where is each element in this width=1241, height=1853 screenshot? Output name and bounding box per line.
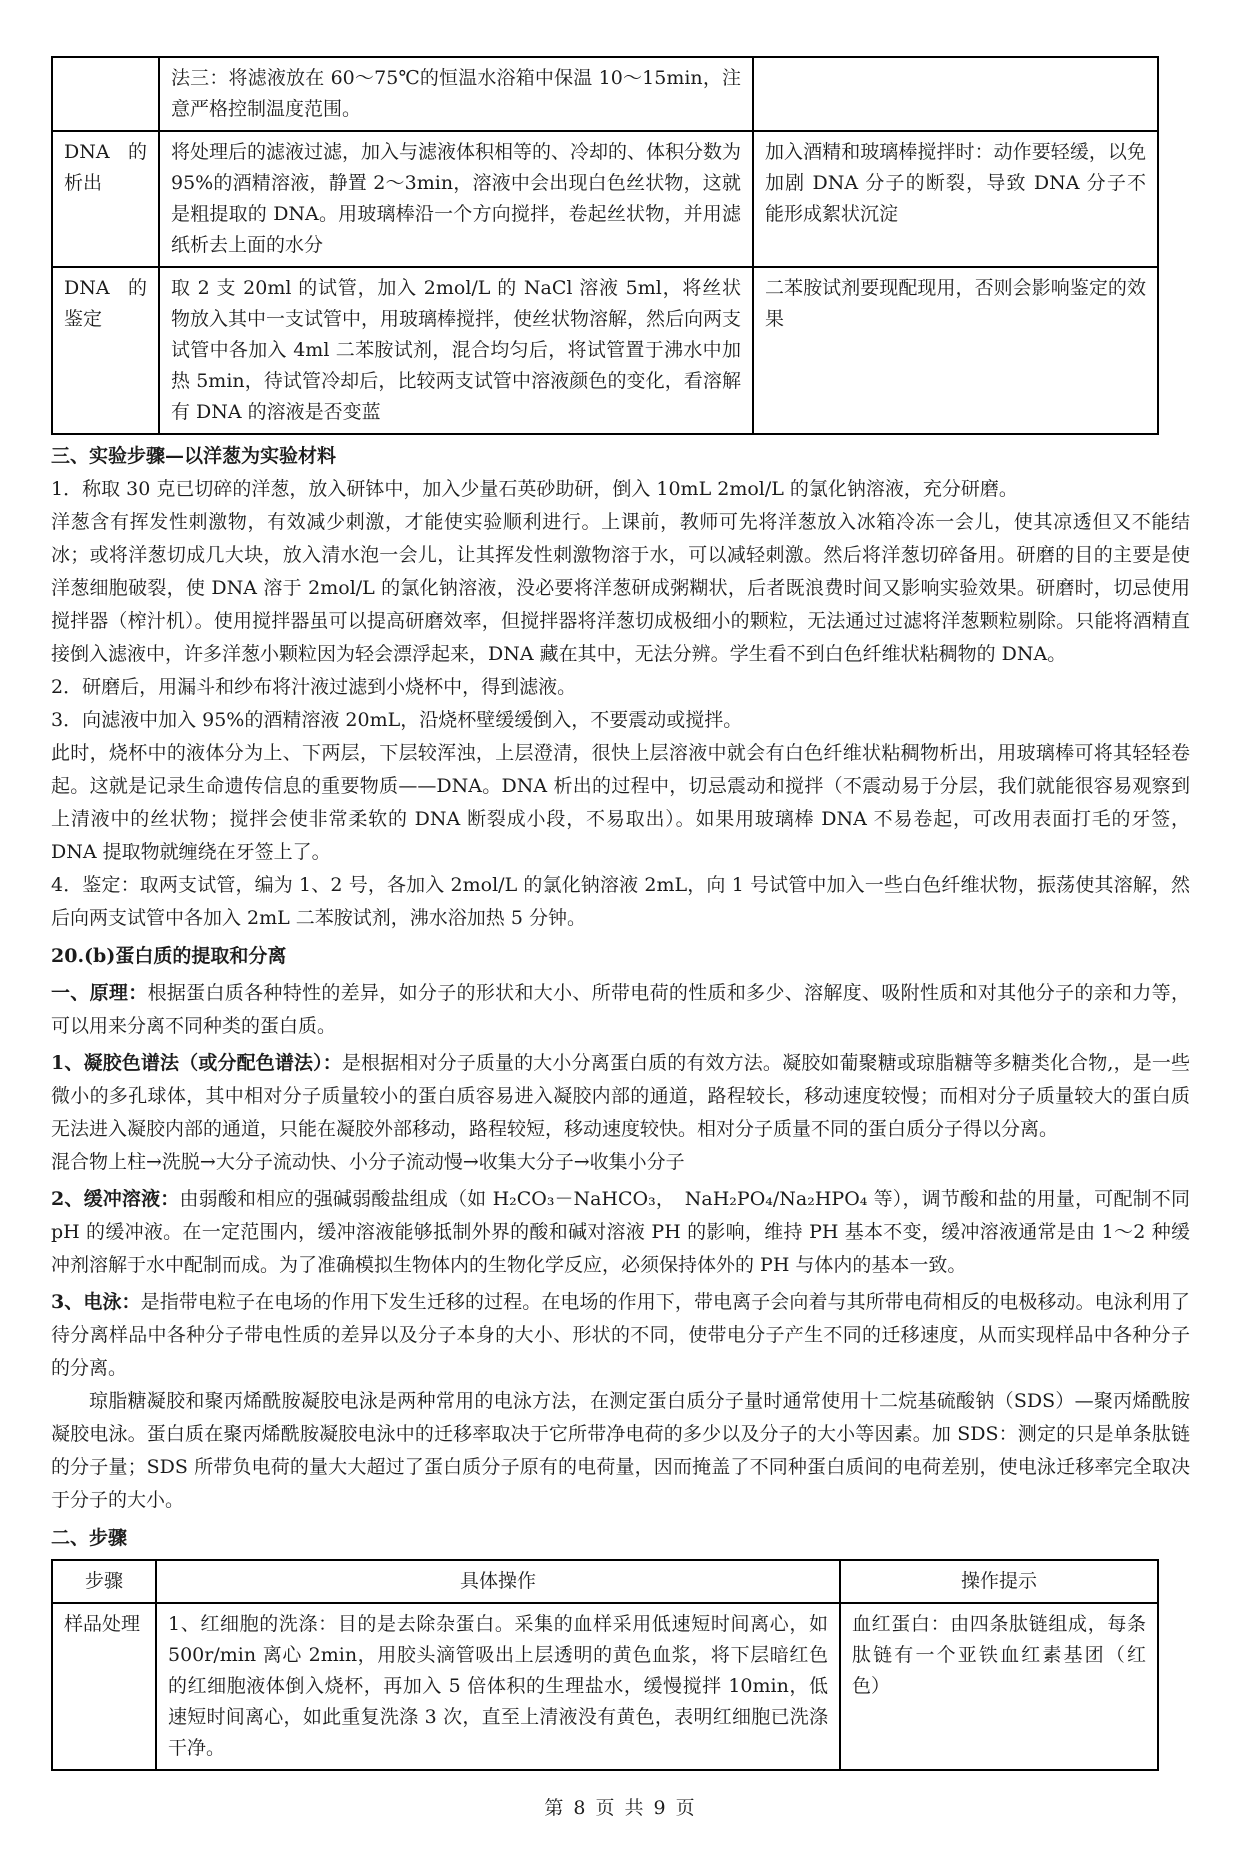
paragraph-precipitation-note: 此时，烧杯中的液体分为上、下两层，下层较浑浊，上层澄清，很快上层溶液中就会有白色纤维状粘稠物析出，用玻璃棒可将其轻轻卷起。这就是记录生命遗传信息的重要物质——DNA。DNA 析出的过程中，切忌震动和搅拌（不震动易于分层，我们就能很容易观察到上清液中的丝状物；搅拌会使非常柔软的 DNA 断裂成小段，不易取出）。如果用玻璃棒 DNA 不易卷起，可改用表面打毛的牙签，DNA 提取物就缠绕在牙签上了。 <box>51 742 1190 863</box>
header-tip: 操作提示 <box>840 1560 1158 1603</box>
principle-text: 根据蛋白质各种特性的差异，如分子的形状和大小、所带电荷的性质和多少、溶解度、吸附性质和对其他分子的亲和力等，可以用来分离不同种类的蛋白质。 <box>51 982 1190 1037</box>
section-heading-steps: 二、步骤 <box>51 1527 128 1549</box>
paragraph-step1: 1．称取 30 克已切碎的洋葱，放入研钵中，加入少量石英砂助研，倒入 10mL 2mol/L 的氯化钠溶液，充分研磨。 <box>51 478 1018 500</box>
cell-operation: 法三：将滤液放在 60～75℃的恒温水浴箱中保温 10～15min，注意严格控制温度范围。 <box>159 57 753 131</box>
table-row <box>52 1603 1158 1770</box>
paragraph-step4: 4．鉴定：取两支试管，编为 1、2 号，各加入 2mol/L 的氯化钠溶液 2mL，向 1 号试管中加入一些白色纤维状物，振荡使其溶解，然后向两支试管中各加入 2mL 二苯胺试剂，沸水浴加热 5 分钟。 <box>51 874 1190 929</box>
principle-label: 一、原理： <box>51 982 148 1004</box>
buffer-solution-text: 由弱酸和相应的强碱弱酸盐组成（如 H₂CO₃－NaHCO₃， NaH₂PO₄/Na₂HPO₄ 等），调节酸和盐的用量，可配制不同 pH 的缓冲液。在一定范围内，缓冲溶液能够抵制外界的酸和碱对溶液 PH 的影响，维持 PH 基本不变，缓冲溶液通常是由 1～2 种缓冲剂溶解于水中配制而成。为了准确模拟生物体内的生物化学反应，必须保持体外的 PH 与体内的基本一致。 <box>51 1188 1190 1276</box>
cell-tip: 血红蛋白：由四条肽链组成，每条肽链有一个亚铁血红素基团（红色） <box>840 1603 1158 1770</box>
cell-step: DNA 的析出 <box>52 131 159 267</box>
dna-extraction-table <box>51 56 1159 435</box>
paragraph-column-flow: 混合物上柱→洗脱→大分子流动快、小分子流动慢→收集大分子→收集小分子 <box>51 1151 685 1173</box>
paragraph-electrophoresis <box>51 1286 1190 1385</box>
cell-operation: 1、红细胞的洗涤：目的是去除杂蛋白。采集的血样采用低速短时间离心，如 500r/min 离心 2min，用胶头滴管吸出上层透明的黄色血浆，将下层暗红色的红细胞液体倒入烧杯，再加入 5 倍体积的生理盐水，缓慢搅拌 10min，低速短时间离心，如此重复洗涤 3 次，直至上清液没有黄色，表明红细胞已洗涤干净。 <box>156 1603 840 1770</box>
paragraph-step2: 2．研磨后，用漏斗和纱布将汁液过滤到小烧杯中，得到滤液。 <box>51 676 577 698</box>
paragraph-sds-page: 琼脂糖凝胶和聚丙烯酰胺凝胶电泳是两种常用的电泳方法，在测定蛋白质分子量时通常使用十二烷基硫酸钠（SDS）—聚丙烯酰胺凝胶电泳。蛋白质在聚丙烯酰胺凝胶电泳中的迁移率取决于它所带净电荷的多少以及分子的大小等因素。加 SDS：测定的只是单条肽链的分子量；SDS 所带负电荷的量大大超过了蛋白质分子原有的电荷量，因而掩盖了不同种蛋白质间的电荷差别，使电泳迁移率完全取决于分子的大小。 <box>51 1390 1190 1511</box>
gel-chromatography-text: 是根据相对分子质量的大小分离蛋白质的有效方法。凝胶如葡聚糖或琼脂糖等多糖类化合物,，是一些微小的多孔球体，其中相对分子质量较小的蛋白质容易进入凝胶内部的通道，路程较长，移动速度较慢；而相对分子质量较大的蛋白质无法进入凝胶内部的通道，只能在凝胶外部移动，路程较短，移动速度较快。相对分子质量不同的蛋白质分子得以分离。 <box>51 1052 1190 1140</box>
cell-operation: 取 2 支 20ml 的试管，加入 2mol/L 的 NaCl 溶液 5ml，将丝状物放入其中一支试管中，用玻璃棒搅拌，使丝状物溶解，然后向两支试管中各加入 4ml 二苯胺试剂，混合均匀后，将试管置于沸水中加热 5min，待试管冷却后，比较两支试管中溶液颜色的变化，看溶解有 DNA 的溶液是否变蓝 <box>159 267 753 434</box>
gel-chromatography-label: 1、凝胶色谱法（或分配色谱法）： <box>51 1052 342 1074</box>
section-heading-onion-steps: 三、实验步骤—以洋葱为实验材料 <box>51 445 337 467</box>
cell-operation: 将处理后的滤液过滤，加入与滤液体积相等的、冷却的、体积分数为 95%的酒精溶液，静置 2～3min，溶液中会出现白色丝状物，这就是粗提取的 DNA。用玻璃棒沿一个方向搅拌，卷起丝状物，并用滤纸析去上面的水分 <box>159 131 753 267</box>
header-operation: 具体操作 <box>156 1560 840 1603</box>
table-row <box>52 267 1158 434</box>
page-number-footer: 第 8 页 共 9 页 <box>544 1797 697 1819</box>
paragraph-gel-chromatography <box>51 1047 1190 1146</box>
paragraph-buffer-solution <box>51 1183 1190 1282</box>
paragraph-principle <box>51 977 1190 1043</box>
table-row <box>52 57 1158 131</box>
electrophoresis-label: 3、电泳： <box>51 1291 141 1313</box>
electrophoresis-text: 是指带电粒子在电场的作用下发生迁移的过程。在电场的作用下，带电离子会向着与其所带电荷相反的电极移动。电泳利用了待分离样品中各种分子带电性质的差异以及分子本身的大小、形状的不同，使带电分子产生不同的迁移速度，从而实现样品中各种分子的分离。 <box>51 1291 1190 1379</box>
paragraph-onion-note: 洋葱含有挥发性刺激物，有效减少刺激，才能使实验顺利进行。上课前，教师可先将洋葱放入冰箱冷冻一会儿，使其凉透但又不能结冰；或将洋葱切成几大块，放入清水泡一会儿，让其挥发性刺激物溶于水，可以减轻刺激。然后将洋葱切碎备用。研磨的目的主要是使洋葱细胞破裂，使 DNA 溶于 2mol/L 的氯化钠溶液，没必要将洋葱研成粥糊状，后者既浪费时间又影响实验效果。研磨时，切忌使用搅拌器（榨汁机）。使用搅拌器虽可以提高研磨效率，但搅拌器将洋葱切成极细小的颗粒，无法通过过滤将洋葱颗粒剔除。只能将酒精直接倒入滤液中，许多洋葱小颗粒因为轻会漂浮起来，DNA 藏在其中，无法分辨。学生看不到白色纤维状粘稠物的 DNA。 <box>51 511 1190 665</box>
cell-step: 样品处理 <box>52 1603 156 1770</box>
cell-tip <box>753 57 1158 131</box>
table-row <box>52 131 1158 267</box>
table-header-row <box>52 1560 1158 1603</box>
cell-step <box>52 57 159 131</box>
protein-steps-table <box>51 1559 1159 1771</box>
cell-tip: 二苯胺试剂要现配现用，否则会影响鉴定的效果 <box>753 267 1158 434</box>
paragraph-step3: 3．向滤液中加入 95%的酒精溶液 20mL，沿烧杯壁缓缓倒入，不要震动或搅拌。 <box>51 709 743 731</box>
cell-step: DNA 的鉴定 <box>52 267 159 434</box>
cell-tip: 加入酒精和玻璃棒搅拌时：动作要轻缓，以免加剧 DNA 分子的断裂，导致 DNA 分子不能形成絮状沉淀 <box>753 131 1158 267</box>
section-heading-protein: 20.(b)蛋白质的提取和分离 <box>51 945 287 967</box>
header-step: 步骤 <box>52 1560 156 1603</box>
buffer-solution-label: 2、缓冲溶液： <box>51 1188 180 1210</box>
